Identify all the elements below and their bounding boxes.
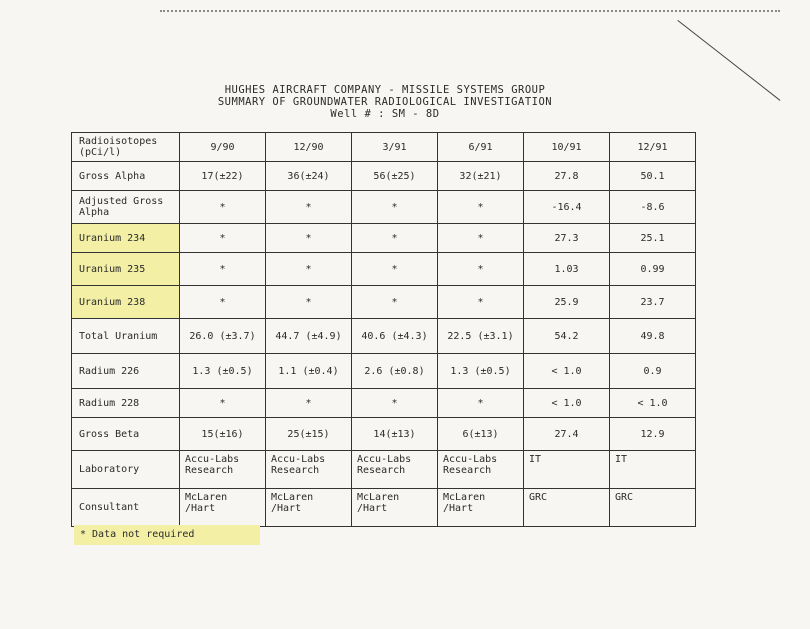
row-label: Radium 228 [72, 389, 180, 418]
row-label: Gross Beta [72, 418, 180, 451]
column-header: 12/91 [610, 133, 696, 162]
footnote: * Data not required [74, 525, 260, 545]
table-cell: 0.99 [610, 253, 696, 286]
row-label: Total Uranium [72, 319, 180, 354]
table-cell: 1.03 [524, 253, 610, 286]
table-cell: * [266, 224, 352, 253]
table-cell: 17(±22) [180, 162, 266, 191]
table-cell: Accu-Labs Research [352, 451, 438, 489]
table-cell: 1.3 (±0.5) [180, 354, 266, 389]
table-cell: 25(±15) [266, 418, 352, 451]
document-title-line1: HUGHES AIRCRAFT COMPANY - MISSILE SYSTEMS GROUP [224, 84, 546, 96]
table-cell: GRC [610, 489, 696, 527]
scan-dotted-edge [160, 10, 780, 12]
table-cell: * [438, 224, 524, 253]
table-cell: * [180, 253, 266, 286]
table-row [72, 489, 696, 527]
table-cell: 23.7 [610, 286, 696, 319]
table-cell: * [180, 389, 266, 418]
table-cell: 36(±24) [266, 162, 352, 191]
table-cell: 22.5 (±3.1) [438, 319, 524, 354]
row-label: Radium 226 [72, 354, 180, 389]
table-cell: 15(±16) [180, 418, 266, 451]
table-cell: McLaren /Hart [438, 489, 524, 527]
table-cell: GRC [524, 489, 610, 527]
table-cell: IT [610, 451, 696, 489]
table-cell: * [180, 191, 266, 224]
table-cell: 26.0 (±3.7) [180, 319, 266, 354]
radiological-results-table [71, 132, 696, 527]
corner-header-cell: Radioisotopes (pCi/l) [72, 133, 180, 162]
table-cell: 50.1 [610, 162, 696, 191]
table-cell: Accu-Labs Research [180, 451, 266, 489]
row-label: Uranium 235 [72, 253, 180, 286]
table-cell: * [352, 389, 438, 418]
table-cell: Accu-Labs Research [266, 451, 352, 489]
table-cell: * [352, 253, 438, 286]
table-cell: < 1.0 [524, 354, 610, 389]
table-cell: * [266, 286, 352, 319]
table-cell: -16.4 [524, 191, 610, 224]
table-row [72, 253, 696, 286]
table-cell: 40.6 (±4.3) [352, 319, 438, 354]
table-row [72, 162, 696, 191]
row-label: Adjusted Gross Alpha [72, 191, 180, 224]
table-cell: * [180, 224, 266, 253]
table-cell: 0.9 [610, 354, 696, 389]
table-row [72, 191, 696, 224]
column-header: 6/91 [438, 133, 524, 162]
table-cell: IT [524, 451, 610, 489]
table-cell: * [438, 191, 524, 224]
table-row [72, 354, 696, 389]
row-label: Laboratory [72, 451, 180, 489]
table-cell: < 1.0 [610, 389, 696, 418]
table-cell: 14(±13) [352, 418, 438, 451]
table-cell: 2.6 (±0.8) [352, 354, 438, 389]
table-cell: * [352, 191, 438, 224]
document-title-line2: SUMMARY OF GROUNDWATER RADIOLOGICAL INVESTIGATION [217, 96, 553, 108]
table-cell: 54.2 [524, 319, 610, 354]
table-cell: 44.7 (±4.9) [266, 319, 352, 354]
row-label: Uranium 238 [72, 286, 180, 319]
table-cell: < 1.0 [524, 389, 610, 418]
table-cell: * [266, 253, 352, 286]
table-cell: * [438, 389, 524, 418]
table-cell: 25.1 [610, 224, 696, 253]
table-cell: 56(±25) [352, 162, 438, 191]
table-cell: 32(±21) [438, 162, 524, 191]
table-row [72, 286, 696, 319]
table-row [72, 389, 696, 418]
table-cell: 27.3 [524, 224, 610, 253]
row-label: Consultant [72, 489, 180, 527]
table-cell: * [266, 389, 352, 418]
table-cell: McLaren /Hart [180, 489, 266, 527]
table-cell: 1.3 (±0.5) [438, 354, 524, 389]
table-cell: Accu-Labs Research [438, 451, 524, 489]
scan-artifact-line [677, 20, 780, 101]
table-cell: * [352, 224, 438, 253]
table-header-row [72, 133, 696, 162]
column-header: 12/90 [266, 133, 352, 162]
table-cell: -8.6 [610, 191, 696, 224]
table-cell: * [180, 286, 266, 319]
table-cell: * [438, 253, 524, 286]
table-cell: 12.9 [610, 418, 696, 451]
table-cell: McLaren /Hart [266, 489, 352, 527]
row-label: Uranium 234 [72, 224, 180, 253]
table-cell: 27.8 [524, 162, 610, 191]
table-cell: * [352, 286, 438, 319]
table-cell: 49.8 [610, 319, 696, 354]
table-cell: 6(±13) [438, 418, 524, 451]
table-row [72, 451, 696, 489]
table-cell: * [438, 286, 524, 319]
column-header: 9/90 [180, 133, 266, 162]
table-row [72, 418, 696, 451]
well-identifier: Well # : SM - 8D [330, 108, 440, 120]
column-header: 10/91 [524, 133, 610, 162]
table-row [72, 319, 696, 354]
table-cell: 25.9 [524, 286, 610, 319]
table-cell: McLaren /Hart [352, 489, 438, 527]
row-label: Gross Alpha [72, 162, 180, 191]
column-header: 3/91 [352, 133, 438, 162]
table-cell: * [266, 191, 352, 224]
table-cell: 1.1 (±0.4) [266, 354, 352, 389]
table-cell: 27.4 [524, 418, 610, 451]
table-row [72, 224, 696, 253]
